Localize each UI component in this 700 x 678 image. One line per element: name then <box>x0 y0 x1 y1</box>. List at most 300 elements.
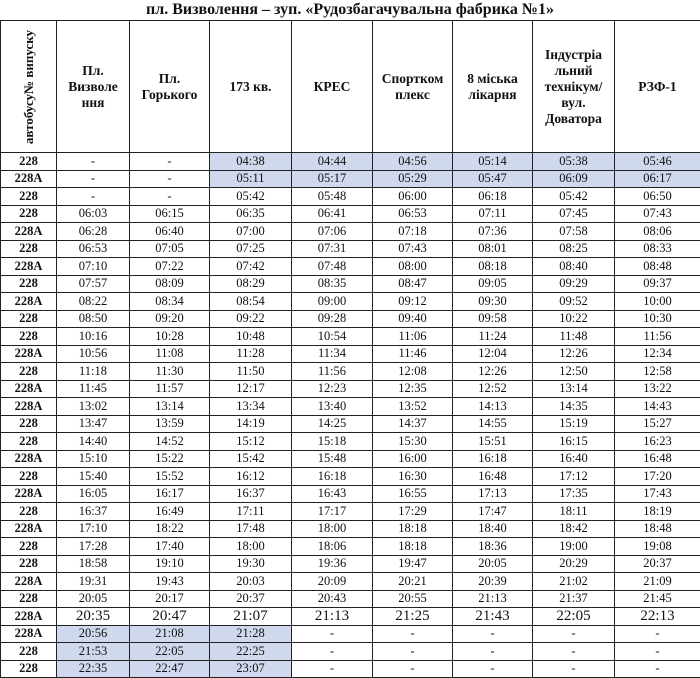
time-cell: 18:00 <box>210 538 292 556</box>
time-cell: 14:40 <box>57 433 130 451</box>
time-cell: 09:29 <box>533 275 615 293</box>
time-cell: 06:17 <box>615 170 700 188</box>
time-cell: 15:52 <box>130 468 210 486</box>
time-cell: 19:36 <box>292 555 373 573</box>
time-cell: 10:22 <box>533 310 615 328</box>
time-cell: 07:22 <box>130 258 210 276</box>
time-cell: 18:18 <box>373 538 453 556</box>
stop-header-tekhnikum: Індустріа льний технікум/ вул. Доватора <box>533 21 615 153</box>
route-number-cell: 228А <box>1 380 57 398</box>
route-number-cell: 228 <box>1 188 57 206</box>
time-cell: - <box>130 170 210 188</box>
route-number-cell: 228 <box>1 153 57 171</box>
time-cell: 10:16 <box>57 328 130 346</box>
time-cell: 07:11 <box>453 205 533 223</box>
time-cell: 04:38 <box>210 153 292 171</box>
time-cell: 05:38 <box>533 153 615 171</box>
route-number-cell: 228 <box>1 275 57 293</box>
route-number-cell: 228А <box>1 520 57 538</box>
time-cell: 21:07 <box>210 608 292 626</box>
time-cell: 11:45 <box>57 380 130 398</box>
time-cell: - <box>615 643 700 661</box>
route-number-cell: 228А <box>1 573 57 591</box>
time-cell: 08:48 <box>615 258 700 276</box>
time-cell: - <box>615 625 700 643</box>
page-title: пл. Визволення – зуп. «Рудозбагачувальна фабрика №1» <box>0 0 700 20</box>
route-number-cell: 228 <box>1 433 57 451</box>
time-cell: 08:40 <box>533 258 615 276</box>
time-cell: 06:41 <box>292 205 373 223</box>
table-row <box>1 450 700 468</box>
route-number-cell: 228 <box>1 503 57 521</box>
time-cell: 11:48 <box>533 328 615 346</box>
time-cell: 07:05 <box>130 240 210 258</box>
time-cell: 17:29 <box>373 503 453 521</box>
stop-header-rzf-1: РЗФ-1 <box>615 21 700 153</box>
table-row <box>1 328 700 346</box>
time-cell: 13:40 <box>292 398 373 416</box>
time-cell: 15:30 <box>373 433 453 451</box>
time-cell: 09:12 <box>373 293 453 311</box>
time-cell: 07:06 <box>292 223 373 241</box>
time-cell: 07:57 <box>57 275 130 293</box>
time-cell: 20:47 <box>130 608 210 626</box>
header-row <box>1 21 700 153</box>
time-cell: 21:08 <box>130 625 210 643</box>
time-cell: 13:14 <box>130 398 210 416</box>
time-cell: 12:50 <box>533 363 615 381</box>
time-cell: 17:40 <box>130 538 210 556</box>
time-cell: 21:13 <box>292 608 373 626</box>
time-cell: 10:56 <box>57 345 130 363</box>
time-cell: 18:36 <box>453 538 533 556</box>
time-cell: - <box>373 660 453 678</box>
time-cell: - <box>453 660 533 678</box>
table-row <box>1 415 700 433</box>
time-cell: 16:00 <box>373 450 453 468</box>
time-cell: 09:37 <box>615 275 700 293</box>
time-cell: 21:13 <box>453 590 533 608</box>
time-cell: 14:55 <box>453 415 533 433</box>
time-cell: 16:15 <box>533 433 615 451</box>
time-cell: 18:48 <box>615 520 700 538</box>
route-number-cell: 228 <box>1 468 57 486</box>
time-cell: - <box>292 625 373 643</box>
time-cell: 07:48 <box>292 258 373 276</box>
route-number-cell: 228А <box>1 450 57 468</box>
time-cell: 16:30 <box>373 468 453 486</box>
route-number-cell: 228А <box>1 608 57 626</box>
time-cell: 16:12 <box>210 468 292 486</box>
route-number-cell: 228А <box>1 398 57 416</box>
time-cell: 14:43 <box>615 398 700 416</box>
time-cell: 18:11 <box>533 503 615 521</box>
time-cell: 05:14 <box>453 153 533 171</box>
route-number-cell: 228А <box>1 223 57 241</box>
time-cell: 20:35 <box>57 608 130 626</box>
time-cell: 09:58 <box>453 310 533 328</box>
table-row <box>1 468 700 486</box>
time-cell: 11:28 <box>210 345 292 363</box>
time-cell: 07:45 <box>533 205 615 223</box>
table-row <box>1 625 700 643</box>
time-cell: 06:53 <box>373 205 453 223</box>
time-cell: 12:08 <box>373 363 453 381</box>
time-cell: 10:48 <box>210 328 292 346</box>
table-row <box>1 170 700 188</box>
time-cell: 16:17 <box>130 485 210 503</box>
time-cell: 12:26 <box>533 345 615 363</box>
route-number-cell: 228А <box>1 485 57 503</box>
stop-header-sportkompleks: Спортком плекс <box>373 21 453 153</box>
time-cell: - <box>373 643 453 661</box>
table-row <box>1 293 700 311</box>
time-cell: 05:42 <box>533 188 615 206</box>
time-cell: 19:30 <box>210 555 292 573</box>
time-cell: 05:42 <box>210 188 292 206</box>
time-cell: 08:18 <box>453 258 533 276</box>
time-cell: 07:43 <box>615 205 700 223</box>
table-row <box>1 188 700 206</box>
time-cell: 20:37 <box>210 590 292 608</box>
route-number-cell: 228 <box>1 205 57 223</box>
time-cell: 17:35 <box>533 485 615 503</box>
time-cell: 10:28 <box>130 328 210 346</box>
stop-header-pl-vyzvolennia: Пл. Визволе ння <box>57 21 130 153</box>
time-cell: - <box>453 643 533 661</box>
time-cell: 08:01 <box>453 240 533 258</box>
time-cell: 08:54 <box>210 293 292 311</box>
time-cell: 16:43 <box>292 485 373 503</box>
time-cell: 13:59 <box>130 415 210 433</box>
time-cell: 16:48 <box>615 450 700 468</box>
time-cell: - <box>57 153 130 171</box>
time-cell: 07:43 <box>373 240 453 258</box>
time-cell: - <box>533 625 615 643</box>
time-cell: - <box>533 660 615 678</box>
time-cell: 06:18 <box>453 188 533 206</box>
time-cell: 06:09 <box>533 170 615 188</box>
time-cell: 20:37 <box>615 555 700 573</box>
time-cell: 09:05 <box>453 275 533 293</box>
time-cell: 15:40 <box>57 468 130 486</box>
table-row <box>1 573 700 591</box>
time-cell: 11:56 <box>615 328 700 346</box>
time-cell: 04:56 <box>373 153 453 171</box>
table-row <box>1 310 700 328</box>
time-cell: 18:19 <box>615 503 700 521</box>
time-cell: 15:12 <box>210 433 292 451</box>
time-cell: 19:43 <box>130 573 210 591</box>
time-cell: 20:56 <box>57 625 130 643</box>
time-cell: 20:03 <box>210 573 292 591</box>
route-number-cell: 228 <box>1 310 57 328</box>
time-cell: 21:37 <box>533 590 615 608</box>
route-number-cell: 228 <box>1 363 57 381</box>
route-number-cell: 228 <box>1 555 57 573</box>
time-cell: - <box>615 660 700 678</box>
time-cell: 14:19 <box>210 415 292 433</box>
time-cell: 17:12 <box>533 468 615 486</box>
time-cell: 13:34 <box>210 398 292 416</box>
time-cell: 14:25 <box>292 415 373 433</box>
time-cell: 16:18 <box>453 450 533 468</box>
time-cell: 15:51 <box>453 433 533 451</box>
time-cell: - <box>130 153 210 171</box>
time-cell: 09:28 <box>292 310 373 328</box>
time-cell: 18:18 <box>373 520 453 538</box>
time-cell: 16:49 <box>130 503 210 521</box>
table-row <box>1 275 700 293</box>
route-number-cell: 228А <box>1 345 57 363</box>
time-cell: 21:53 <box>57 643 130 661</box>
route-number-cell: 228 <box>1 415 57 433</box>
route-number-cell: 228А <box>1 293 57 311</box>
time-cell: 08:06 <box>615 223 700 241</box>
time-cell: 08:35 <box>292 275 373 293</box>
time-cell: 06:40 <box>130 223 210 241</box>
time-cell: 19:47 <box>373 555 453 573</box>
route-number-cell: 228 <box>1 240 57 258</box>
time-cell: 11:46 <box>373 345 453 363</box>
time-cell: 05:48 <box>292 188 373 206</box>
time-cell: 06:00 <box>373 188 453 206</box>
time-cell: 06:15 <box>130 205 210 223</box>
time-cell: 14:52 <box>130 433 210 451</box>
time-cell: 12:04 <box>453 345 533 363</box>
table-row <box>1 538 700 556</box>
route-number-cell: 228 <box>1 538 57 556</box>
time-cell: 09:40 <box>373 310 453 328</box>
time-cell: 22:47 <box>130 660 210 678</box>
time-cell: 21:45 <box>615 590 700 608</box>
table-row <box>1 363 700 381</box>
time-cell: 08:29 <box>210 275 292 293</box>
timetable <box>0 20 700 678</box>
table-row <box>1 555 700 573</box>
time-cell: 08:50 <box>57 310 130 328</box>
table-row <box>1 258 700 276</box>
time-cell: 21:43 <box>453 608 533 626</box>
time-cell: 16:48 <box>453 468 533 486</box>
time-cell: - <box>57 170 130 188</box>
time-cell: 22:13 <box>615 608 700 626</box>
timetable-body <box>1 153 700 678</box>
time-cell: 11:34 <box>292 345 373 363</box>
time-cell: 17:20 <box>615 468 700 486</box>
time-cell: 09:30 <box>453 293 533 311</box>
time-cell: - <box>453 625 533 643</box>
time-cell: 16:37 <box>57 503 130 521</box>
table-row <box>1 433 700 451</box>
time-cell: 12:52 <box>453 380 533 398</box>
route-column-header <box>1 21 57 153</box>
route-number-cell: 228 <box>1 328 57 346</box>
time-cell: 21:28 <box>210 625 292 643</box>
time-cell: - <box>373 625 453 643</box>
time-cell: 20:43 <box>292 590 373 608</box>
time-cell: 05:46 <box>615 153 700 171</box>
time-cell: 15:27 <box>615 415 700 433</box>
time-cell: 08:33 <box>615 240 700 258</box>
time-cell: 12:26 <box>453 363 533 381</box>
time-cell: 07:25 <box>210 240 292 258</box>
route-number-cell: 228 <box>1 590 57 608</box>
time-cell: 06:03 <box>57 205 130 223</box>
time-cell: 09:00 <box>292 293 373 311</box>
time-cell: 07:00 <box>210 223 292 241</box>
time-cell: 11:50 <box>210 363 292 381</box>
time-cell: 16:05 <box>57 485 130 503</box>
time-cell: 15:22 <box>130 450 210 468</box>
time-cell: 20:39 <box>453 573 533 591</box>
time-cell: 14:37 <box>373 415 453 433</box>
time-cell: 09:22 <box>210 310 292 328</box>
time-cell: 14:35 <box>533 398 615 416</box>
time-cell: 15:10 <box>57 450 130 468</box>
time-cell: 16:18 <box>292 468 373 486</box>
time-cell: 08:00 <box>373 258 453 276</box>
time-cell: 21:02 <box>533 573 615 591</box>
time-cell: 06:35 <box>210 205 292 223</box>
time-cell: 21:25 <box>373 608 453 626</box>
time-cell: 16:55 <box>373 485 453 503</box>
table-row <box>1 503 700 521</box>
time-cell: 22:25 <box>210 643 292 661</box>
time-cell: 13:52 <box>373 398 453 416</box>
time-cell: 19:31 <box>57 573 130 591</box>
table-row <box>1 223 700 241</box>
time-cell: 11:56 <box>292 363 373 381</box>
table-row <box>1 153 700 171</box>
table-row <box>1 398 700 416</box>
time-cell: 08:47 <box>373 275 453 293</box>
time-cell: 07:42 <box>210 258 292 276</box>
time-cell: 05:17 <box>292 170 373 188</box>
time-cell: 18:22 <box>130 520 210 538</box>
time-cell: 16:40 <box>533 450 615 468</box>
stop-header-kres: КРЕС <box>292 21 373 153</box>
time-cell: 13:47 <box>57 415 130 433</box>
route-number-cell: 228 <box>1 643 57 661</box>
time-cell: 11:08 <box>130 345 210 363</box>
time-cell: 15:48 <box>292 450 373 468</box>
time-cell: 22:35 <box>57 660 130 678</box>
time-cell: 18:06 <box>292 538 373 556</box>
table-row <box>1 345 700 363</box>
time-cell: 12:58 <box>615 363 700 381</box>
time-cell: 12:34 <box>615 345 700 363</box>
time-cell: 15:42 <box>210 450 292 468</box>
stop-header-pl-horkoho: Пл. Горького <box>130 21 210 153</box>
time-cell: 07:18 <box>373 223 453 241</box>
time-cell: 04:44 <box>292 153 373 171</box>
time-cell: 06:50 <box>615 188 700 206</box>
stop-header-likarnia-8: 8 міська лікарня <box>453 21 533 153</box>
time-cell: 21:09 <box>615 573 700 591</box>
table-row <box>1 608 700 626</box>
time-cell: 12:23 <box>292 380 373 398</box>
time-cell: 11:57 <box>130 380 210 398</box>
time-cell: 15:19 <box>533 415 615 433</box>
time-cell: 12:35 <box>373 380 453 398</box>
time-cell: 06:28 <box>57 223 130 241</box>
time-cell: 22:05 <box>130 643 210 661</box>
time-cell: 18:58 <box>57 555 130 573</box>
time-cell: 17:28 <box>57 538 130 556</box>
time-cell: 10:30 <box>615 310 700 328</box>
time-cell: 08:25 <box>533 240 615 258</box>
time-cell: 18:40 <box>453 520 533 538</box>
time-cell: 07:31 <box>292 240 373 258</box>
route-number-cell: 228А <box>1 625 57 643</box>
time-cell: - <box>533 643 615 661</box>
table-row <box>1 205 700 223</box>
time-cell: 20:05 <box>57 590 130 608</box>
table-row <box>1 240 700 258</box>
time-cell: 11:30 <box>130 363 210 381</box>
time-cell: 08:09 <box>130 275 210 293</box>
time-cell: 23:07 <box>210 660 292 678</box>
time-cell: 09:20 <box>130 310 210 328</box>
time-cell: - <box>292 643 373 661</box>
time-cell: 19:08 <box>615 538 700 556</box>
time-cell: 13:22 <box>615 380 700 398</box>
time-cell: 09:52 <box>533 293 615 311</box>
time-cell: 11:24 <box>453 328 533 346</box>
time-cell: 05:29 <box>373 170 453 188</box>
time-cell: 19:00 <box>533 538 615 556</box>
time-cell: 12:17 <box>210 380 292 398</box>
time-cell: 13:14 <box>533 380 615 398</box>
table-row <box>1 485 700 503</box>
time-cell: 08:34 <box>130 293 210 311</box>
time-cell: 17:11 <box>210 503 292 521</box>
table-row <box>1 643 700 661</box>
time-cell: 17:13 <box>453 485 533 503</box>
time-cell: 16:23 <box>615 433 700 451</box>
time-cell: 14:13 <box>453 398 533 416</box>
time-cell: 05:47 <box>453 170 533 188</box>
time-cell: 20:05 <box>453 555 533 573</box>
time-cell: 18:42 <box>533 520 615 538</box>
time-cell: 07:58 <box>533 223 615 241</box>
time-cell: 17:43 <box>615 485 700 503</box>
time-cell: 17:48 <box>210 520 292 538</box>
time-cell: 20:21 <box>373 573 453 591</box>
time-cell: 10:00 <box>615 293 700 311</box>
time-cell: 20:09 <box>292 573 373 591</box>
time-cell: 16:37 <box>210 485 292 503</box>
time-cell: 17:47 <box>453 503 533 521</box>
time-cell: 11:06 <box>373 328 453 346</box>
time-cell: 20:17 <box>130 590 210 608</box>
stop-header-173-kv: 173 кв. <box>210 21 292 153</box>
time-cell: 10:54 <box>292 328 373 346</box>
time-cell: 07:10 <box>57 258 130 276</box>
time-cell: 06:53 <box>57 240 130 258</box>
route-number-cell: 228 <box>1 660 57 678</box>
time-cell: 17:17 <box>292 503 373 521</box>
table-row <box>1 590 700 608</box>
time-cell: 13:02 <box>57 398 130 416</box>
time-cell: 17:10 <box>57 520 130 538</box>
route-number-cell: 228А <box>1 258 57 276</box>
time-cell: 08:22 <box>57 293 130 311</box>
time-cell: - <box>130 188 210 206</box>
route-number-cell: 228А <box>1 170 57 188</box>
time-cell: - <box>57 188 130 206</box>
